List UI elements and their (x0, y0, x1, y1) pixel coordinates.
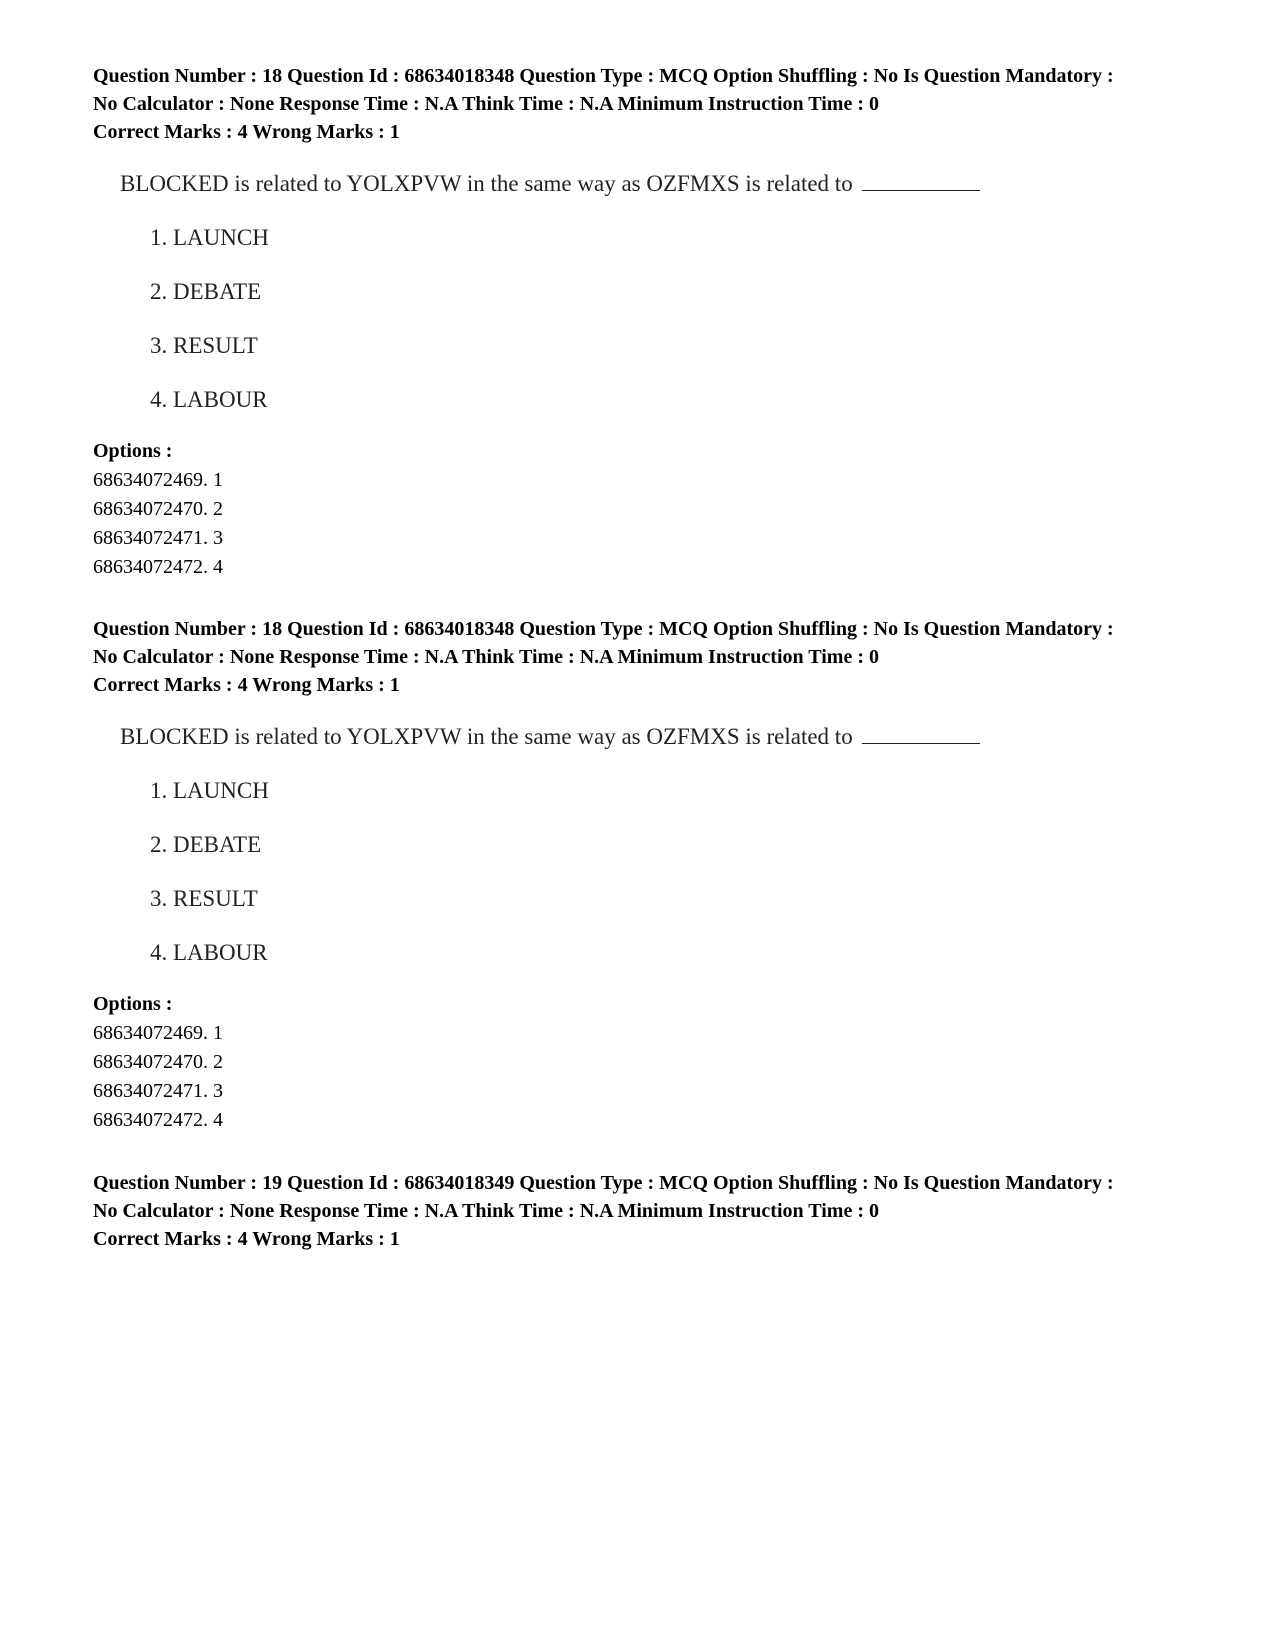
choice-item: 3. RESULT (150, 333, 258, 358)
option-item: 68634072470. 2 (93, 1051, 223, 1073)
question-statement (120, 170, 1213, 198)
question-statement-text: BLOCKED is related to YOLXPVW in the same way as OZFMXS is related to (120, 171, 853, 196)
question-block (93, 1171, 1213, 1251)
option-item: 68634072471. 3 (93, 527, 223, 549)
option-item: 68634072470. 2 (93, 498, 223, 520)
question-meta-line2: No Calculator : None Response Time : N.A Think Time : N.A Minimum Instruction Time : 0 (93, 646, 879, 668)
question-meta-line1: Question Number : 19 Question Id : 68634018349 Question Type : MCQ Option Shuffling : No Is Question Mandatory : (93, 1172, 1114, 1194)
question-meta-line1: Question Number : 18 Question Id : 68634018348 Question Type : MCQ Option Shuffling : No Is Question Mandatory : (93, 618, 1114, 640)
question-meta-line2: No Calculator : None Response Time : N.A Think Time : N.A Minimum Instruction Time : 0 (93, 93, 879, 115)
question-statement-text: BLOCKED is related to YOLXPVW in the same way as OZFMXS is related to (120, 724, 853, 749)
question-meta-line1: Question Number : 18 Question Id : 68634018348 Question Type : MCQ Option Shuffling : No Is Question Mandatory : (93, 65, 1114, 87)
choice-item: 1. LAUNCH (150, 778, 269, 803)
option-item: 68634072472. 4 (93, 556, 223, 578)
question-marks: Correct Marks : 4 Wrong Marks : 1 (93, 674, 400, 696)
choice-item: 2. DEBATE (150, 832, 262, 857)
option-item: 68634072472. 4 (93, 1109, 223, 1131)
option-item: 68634072471. 3 (93, 1080, 223, 1102)
options-heading: Options : (93, 993, 173, 1015)
choice-list (150, 224, 1213, 414)
answer-blank (862, 723, 980, 744)
question-marks: Correct Marks : 4 Wrong Marks : 1 (93, 1228, 400, 1250)
choice-item: 4. LABOUR (150, 940, 268, 965)
choice-item: 3. RESULT (150, 886, 258, 911)
choice-item: 1. LAUNCH (150, 225, 269, 250)
choice-item: 4. LABOUR (150, 387, 268, 412)
option-item: 68634072469. 1 (93, 469, 223, 491)
question-meta-line2: No Calculator : None Response Time : N.A Think Time : N.A Minimum Instruction Time : 0 (93, 1200, 879, 1222)
choice-item: 2. DEBATE (150, 279, 262, 304)
options-heading: Options : (93, 440, 173, 462)
question-statement (120, 723, 1213, 751)
option-item: 68634072469. 1 (93, 1022, 223, 1044)
answer-blank (862, 170, 980, 191)
question-marks: Correct Marks : 4 Wrong Marks : 1 (93, 121, 400, 143)
question-block (93, 64, 1213, 579)
question-block (93, 617, 1213, 1132)
choice-list (150, 777, 1213, 967)
